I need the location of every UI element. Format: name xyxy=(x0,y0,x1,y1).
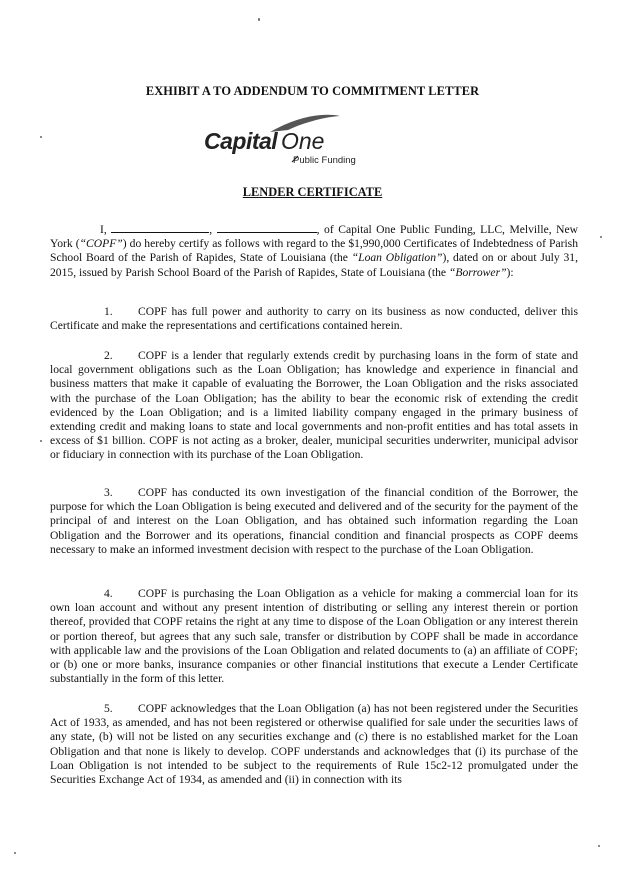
intro-comma: , xyxy=(209,223,213,236)
paragraph-number: 4. xyxy=(104,587,113,600)
paragraph-number: 2. xyxy=(104,349,113,362)
borrower-defined-term: “Borrower” xyxy=(448,265,507,279)
copf-defined-term: “COPF” xyxy=(79,237,123,251)
paragraph-2 xyxy=(50,349,578,463)
name-blank xyxy=(111,222,209,233)
paragraph-1 xyxy=(50,305,578,333)
logo-tagline: Public Funding xyxy=(293,155,356,166)
scan-speck xyxy=(598,845,600,847)
intro-text-2: ) do hereby certify as follows with regard to the $1,990,000 Certificates of Indebtedness of Parish School Board of the Parish of Rapides, State of Louisiana (the xyxy=(50,237,578,265)
paragraph-number: 5. xyxy=(104,702,113,715)
certificate-title: LENDER CERTIFICATE xyxy=(242,185,383,199)
intro-text-1: , of Capital One Public Funding, LLC, Melville, New York ( xyxy=(50,223,579,251)
scan-speck xyxy=(600,236,602,238)
intro-pre: I, xyxy=(100,223,107,236)
title-blank xyxy=(217,222,317,233)
paragraph-number: 1. xyxy=(104,305,113,318)
paragraph-5 xyxy=(50,702,578,787)
paragraph-text: COPF acknowledges that the Loan Obligation (a) has not been registered under the Securities Act of 1933, as amended, and has not been registered or otherwise qualified for sale under the securities laws of any state, (b) will not be listed on any securities exchange and (c) there is no established market for the Loan Obligation and that none is likely to develop. COPF understands and acknowledges that (i) its purchase of the Loan Obligation is not intended to be subject to the requirements of Rule 15c2-12 promulgated under the Securities Exchange Act of 1934, as amended and (ii) in connection with its xyxy=(50,702,578,787)
scan-speck xyxy=(14,852,16,854)
paragraph-text: COPF has full power and authority to carry on its business as now conducted, deliver this Certificate and make the representations and certifications contained herein. xyxy=(50,305,578,333)
paragraph-text: COPF has conducted its own investigation of the financial condition of the Borrower, the purpose for which the Loan Obligation is being executed and delivered and of the security for the payment of the principal of and interest on the Loan Obligation, and has obtained such information regarding the Loan Obligation and the Borrower and its operations, financial condition and financial prospects as COPF deems necessary to make an informed investment decision with respect to the purchase of the Loan Obligation. xyxy=(50,486,578,556)
paragraph-text: COPF is purchasing the Loan Obligation as a vehicle for making a commercial loan for its own loan account and without any present intention of distributing or selling any interest therein or portion thereof, provided that COPF retains the right at any time to dispose of the Loan Obligation or any interest therein or portion thereof, but agrees that any such sale, transfer or distribution by COPF shall be made in accordance with applicable law and the provisions of the Loan Obligation and related documents to (a) an affiliate of COPF; or (b) one or more banks, insurance companies or other financial institutions that execute a Lender Certificate substantially in the form of this letter. xyxy=(50,587,578,686)
paragraph-text: COPF is a lender that regularly extends credit by purchasing loans in the form of state and local government obligations such as the Loan Obligation; has knowledge and experience in financial and business matters that make it capable of evaluating the Borrower, the Loan Obligation and the risks associated with the purchase of the Loan Obligation; has the ability to bear the economic risk of extending the credit evidenced by the Loan Obligation; and is a limited liability company engaged in the primary business of extending credit and making loans to state and local governments and non-profit entities and has total assets in excess of $1 billion. COPF is not acting as a broker, dealer, municipal securities underwriter, municipal advisor or fiduciary in connection with its purchase of the Loan Obligation. xyxy=(50,349,578,462)
intro-text-4: ): xyxy=(506,265,514,279)
paragraph-3 xyxy=(50,486,578,557)
paragraph-number: 3. xyxy=(104,486,113,499)
logo-word-capital: Capital xyxy=(204,128,278,154)
scan-speck xyxy=(40,136,42,138)
scan-speck xyxy=(258,18,260,21)
logo-word-one: One xyxy=(281,128,325,154)
scan-speck xyxy=(40,440,42,442)
exhibit-title: EXHIBIT A TO ADDENDUM TO COMMITMENT LETTER xyxy=(145,84,480,98)
intro-paragraph xyxy=(50,222,578,280)
loan-obligation-defined-term: “Loan Obligation” xyxy=(351,251,443,265)
capital-one-public-funding-logo xyxy=(200,112,370,172)
intro-text-3: ), dated on or about July 31, 2015, issued by Parish School Board of the Parish of Rapides, State of Louisiana (the xyxy=(50,251,578,279)
paragraph-4 xyxy=(50,587,578,686)
